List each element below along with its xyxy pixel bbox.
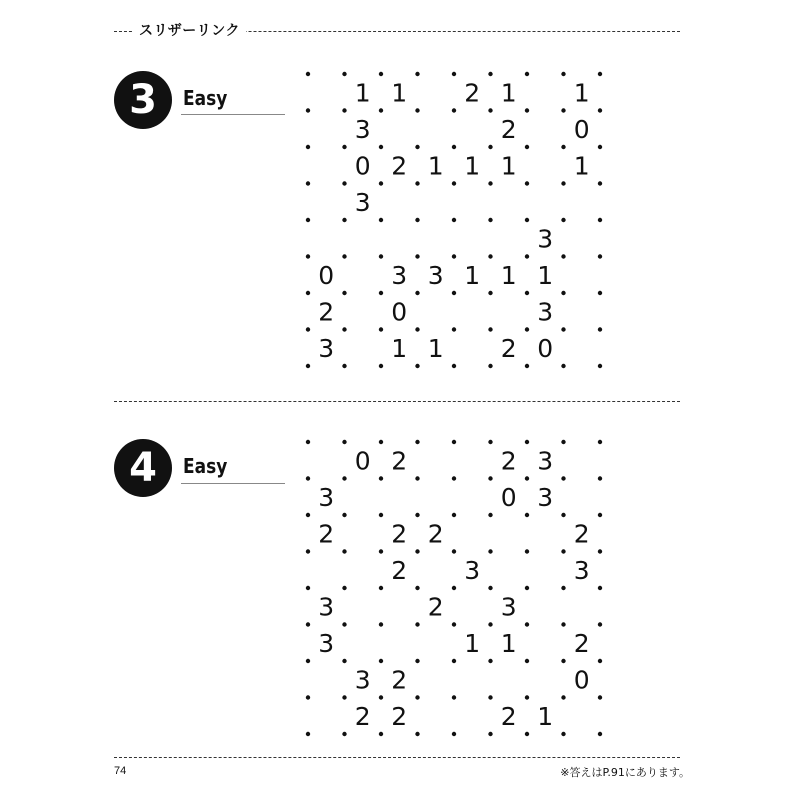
grid-dot: [379, 254, 383, 258]
grid-dot: [342, 72, 346, 76]
grid-dot: [306, 659, 310, 663]
clue-number: 2: [391, 665, 408, 695]
clue-number: 2: [500, 333, 517, 363]
grid-dot: [561, 549, 565, 553]
grid-dot: [415, 254, 419, 258]
grid-dot: [342, 327, 346, 331]
clue-number: 2: [391, 446, 408, 476]
grid-dot: [452, 549, 456, 553]
grid-dot: [561, 476, 565, 480]
grid-dot: [306, 254, 310, 258]
clue-number: 2: [500, 114, 517, 144]
grid-dot: [342, 254, 346, 258]
grid-dot: [598, 291, 602, 295]
grid-dot: [598, 108, 602, 112]
difficulty-label: Easy: [183, 86, 228, 110]
grid-dot: [488, 732, 492, 736]
grid-dot: [379, 440, 383, 444]
clue-number: 2: [318, 519, 335, 549]
clue-number: 3: [318, 628, 335, 658]
grid-dot: [561, 72, 565, 76]
grid-dot: [415, 586, 419, 590]
grid-dot: [306, 218, 310, 222]
grid-dot: [379, 695, 383, 699]
clue-number: 2: [500, 446, 517, 476]
grid-dot: [415, 549, 419, 553]
grid-dot: [306, 586, 310, 590]
clue-number: 3: [354, 187, 371, 217]
grid-dot: [598, 364, 602, 368]
grid-dot: [525, 695, 529, 699]
grid-dot: [598, 327, 602, 331]
grid-dot: [415, 732, 419, 736]
clue-number: 1: [391, 78, 408, 108]
slitherlink-grid: [300, 66, 600, 366]
grid-dot: [306, 364, 310, 368]
grid-dot: [525, 254, 529, 258]
grid-dot: [452, 732, 456, 736]
grid-dot: [452, 291, 456, 295]
clue-number: 3: [537, 224, 554, 254]
clue-number: 3: [354, 665, 371, 695]
grid-dot: [488, 327, 492, 331]
clue-number: 2: [427, 592, 444, 622]
clue-number: 3: [464, 555, 481, 585]
grid-dot: [598, 476, 602, 480]
clue-number: 1: [464, 628, 481, 658]
grid-dot: [488, 476, 492, 480]
clue-number: 2: [427, 519, 444, 549]
grid-dot: [415, 364, 419, 368]
clue-number: 3: [500, 592, 517, 622]
grid-dot: [488, 586, 492, 590]
grid-dot: [342, 181, 346, 185]
clue-number: 1: [354, 78, 371, 108]
grid-dot: [525, 622, 529, 626]
clue-number: 1: [500, 151, 517, 181]
footer-rule: [114, 757, 680, 758]
grid-dot: [561, 586, 565, 590]
grid-dot: [561, 732, 565, 736]
grid-dot: [415, 291, 419, 295]
grid-dot: [452, 659, 456, 663]
grid-dot: [379, 732, 383, 736]
clue-number: 2: [391, 151, 408, 181]
clue-number: 2: [391, 519, 408, 549]
grid-dot: [452, 622, 456, 626]
grid-dot: [598, 440, 602, 444]
grid-dot: [379, 218, 383, 222]
clue-number: 0: [318, 260, 335, 290]
grid-dot: [561, 364, 565, 368]
grid-dot: [452, 327, 456, 331]
grid-dot: [415, 327, 419, 331]
grid-dot: [342, 440, 346, 444]
grid-dot: [452, 72, 456, 76]
clue-number: 3: [354, 114, 371, 144]
grid-dot: [342, 586, 346, 590]
grid-dot: [342, 108, 346, 112]
page-number: 74: [114, 765, 127, 777]
grid-dot: [488, 108, 492, 112]
grid-dot: [415, 513, 419, 517]
grid-dot: [379, 513, 383, 517]
grid-dot: [598, 218, 602, 222]
grid-dot: [342, 291, 346, 295]
grid-dot: [379, 327, 383, 331]
grid-dot: [415, 181, 419, 185]
clue-number: 1: [391, 333, 408, 363]
grid-dot: [561, 291, 565, 295]
grid-dot: [525, 181, 529, 185]
clue-number: 1: [500, 628, 517, 658]
grid-dot: [379, 622, 383, 626]
grid-dot: [452, 586, 456, 590]
grid-dot: [306, 476, 310, 480]
clue-number: 1: [427, 151, 444, 181]
grid-dot: [598, 622, 602, 626]
grid-dot: [561, 440, 565, 444]
grid-dot: [488, 181, 492, 185]
grid-dot: [488, 549, 492, 553]
grid-dot: [342, 145, 346, 149]
grid-dot: [488, 695, 492, 699]
grid-dot: [488, 254, 492, 258]
grid-dot: [415, 695, 419, 699]
difficulty-label: Easy: [183, 454, 228, 478]
grid-dot: [525, 218, 529, 222]
slitherlink-grid: [300, 434, 600, 734]
grid-dot: [598, 254, 602, 258]
grid-dot: [561, 181, 565, 185]
grid-dot: [342, 659, 346, 663]
grid-dot: [379, 364, 383, 368]
grid-dot: [525, 327, 529, 331]
grid-dot: [598, 72, 602, 76]
grid-dot: [598, 549, 602, 553]
clue-number: 2: [573, 519, 590, 549]
answer-note: ※答えはP.91にあります。: [560, 766, 690, 779]
clue-number: 3: [318, 333, 335, 363]
grid-dot: [342, 513, 346, 517]
grid-dot: [415, 440, 419, 444]
grid-dot: [415, 108, 419, 112]
grid-dot: [561, 254, 565, 258]
grid-dot: [306, 108, 310, 112]
grid-dot: [306, 622, 310, 626]
grid-dot: [598, 659, 602, 663]
grid-dot: [525, 364, 529, 368]
grid-dot: [598, 586, 602, 590]
grid-dot: [525, 108, 529, 112]
clue-number: 3: [573, 555, 590, 585]
grid-dot: [306, 291, 310, 295]
grid-dot: [488, 364, 492, 368]
grid-dot: [525, 659, 529, 663]
clue-number: 3: [318, 592, 335, 622]
grid-dot: [379, 476, 383, 480]
clue-number: 1: [427, 333, 444, 363]
grid-dot: [561, 327, 565, 331]
page-title: スリザーリンク: [133, 20, 246, 40]
grid-dot: [598, 145, 602, 149]
grid-dot: [452, 695, 456, 699]
grid-dot: [452, 108, 456, 112]
clue-number: 0: [354, 151, 371, 181]
grid-dot: [306, 513, 310, 517]
grid-dot: [525, 513, 529, 517]
clue-number: 1: [464, 151, 481, 181]
clue-number: 2: [391, 701, 408, 731]
difficulty-underline: [181, 114, 285, 115]
grid-dot: [342, 476, 346, 480]
grid-dot: [488, 145, 492, 149]
grid-dot: [306, 72, 310, 76]
grid-dot: [379, 145, 383, 149]
grid-dot: [306, 695, 310, 699]
grid-dot: [415, 145, 419, 149]
grid-dot: [415, 476, 419, 480]
grid-dot: [452, 476, 456, 480]
grid-dot: [488, 659, 492, 663]
clue-number: 0: [573, 665, 590, 695]
grid-dot: [342, 622, 346, 626]
clue-number: 2: [318, 297, 335, 327]
grid-dot: [488, 622, 492, 626]
grid-dot: [488, 218, 492, 222]
clue-number: 1: [573, 78, 590, 108]
grid-dot: [379, 108, 383, 112]
clue-number: 0: [537, 333, 554, 363]
clue-number: 3: [537, 446, 554, 476]
clue-number: 0: [354, 446, 371, 476]
grid-dot: [525, 549, 529, 553]
grid-dot: [452, 145, 456, 149]
grid-dot: [525, 291, 529, 295]
clue-number: 2: [354, 701, 371, 731]
puzzle-number-badge: 4: [114, 439, 172, 497]
grid-dot: [379, 181, 383, 185]
clue-number: 3: [391, 260, 408, 290]
grid-dot: [525, 145, 529, 149]
grid-dot: [306, 181, 310, 185]
puzzle-number-badge: 3: [114, 71, 172, 129]
grid-dot: [561, 145, 565, 149]
grid-dot: [452, 364, 456, 368]
clue-number: 3: [537, 482, 554, 512]
clue-number: 0: [391, 297, 408, 327]
grid-dot: [342, 218, 346, 222]
clue-number: 1: [537, 260, 554, 290]
grid-dot: [525, 732, 529, 736]
grid-dot: [525, 476, 529, 480]
grid-dot: [306, 440, 310, 444]
grid-dot: [561, 218, 565, 222]
grid-dot: [598, 732, 602, 736]
section-divider: [114, 401, 680, 402]
grid-dot: [342, 695, 346, 699]
grid-dot: [488, 291, 492, 295]
grid-dot: [561, 695, 565, 699]
clue-number: 2: [464, 78, 481, 108]
grid-dot: [561, 513, 565, 517]
grid-dot: [452, 440, 456, 444]
clue-number: 1: [464, 260, 481, 290]
grid-dot: [379, 291, 383, 295]
clue-number: 1: [500, 78, 517, 108]
grid-dot: [415, 659, 419, 663]
grid-dot: [525, 440, 529, 444]
grid-dot: [452, 254, 456, 258]
grid-dot: [306, 549, 310, 553]
clue-number: 1: [573, 151, 590, 181]
grid-dot: [379, 549, 383, 553]
grid-dot: [342, 549, 346, 553]
grid-dot: [306, 145, 310, 149]
clue-number: 3: [427, 260, 444, 290]
grid-dot: [598, 695, 602, 699]
grid-dot: [598, 181, 602, 185]
grid-dot: [415, 218, 419, 222]
grid-dot: [452, 513, 456, 517]
grid-dot: [415, 72, 419, 76]
grid-dot: [342, 732, 346, 736]
grid-dot: [379, 586, 383, 590]
grid-dot: [488, 513, 492, 517]
clue-number: 3: [537, 297, 554, 327]
grid-dot: [561, 659, 565, 663]
grid-dot: [561, 108, 565, 112]
grid-dot: [561, 622, 565, 626]
clue-number: 0: [573, 114, 590, 144]
grid-dot: [525, 72, 529, 76]
clue-number: 2: [500, 701, 517, 731]
clue-number: 0: [500, 482, 517, 512]
grid-dot: [415, 622, 419, 626]
clue-number: 2: [573, 628, 590, 658]
grid-dot: [598, 513, 602, 517]
clue-number: 1: [537, 701, 554, 731]
grid-dot: [525, 586, 529, 590]
grid-dot: [379, 72, 383, 76]
grid-dot: [488, 440, 492, 444]
clue-number: 2: [391, 555, 408, 585]
grid-dot: [379, 659, 383, 663]
grid-dot: [452, 181, 456, 185]
grid-dot: [342, 364, 346, 368]
difficulty-underline: [181, 483, 285, 484]
grid-dot: [452, 218, 456, 222]
grid-dot: [488, 72, 492, 76]
clue-number: 3: [318, 482, 335, 512]
grid-dot: [306, 327, 310, 331]
grid-dot: [306, 732, 310, 736]
clue-number: 1: [500, 260, 517, 290]
